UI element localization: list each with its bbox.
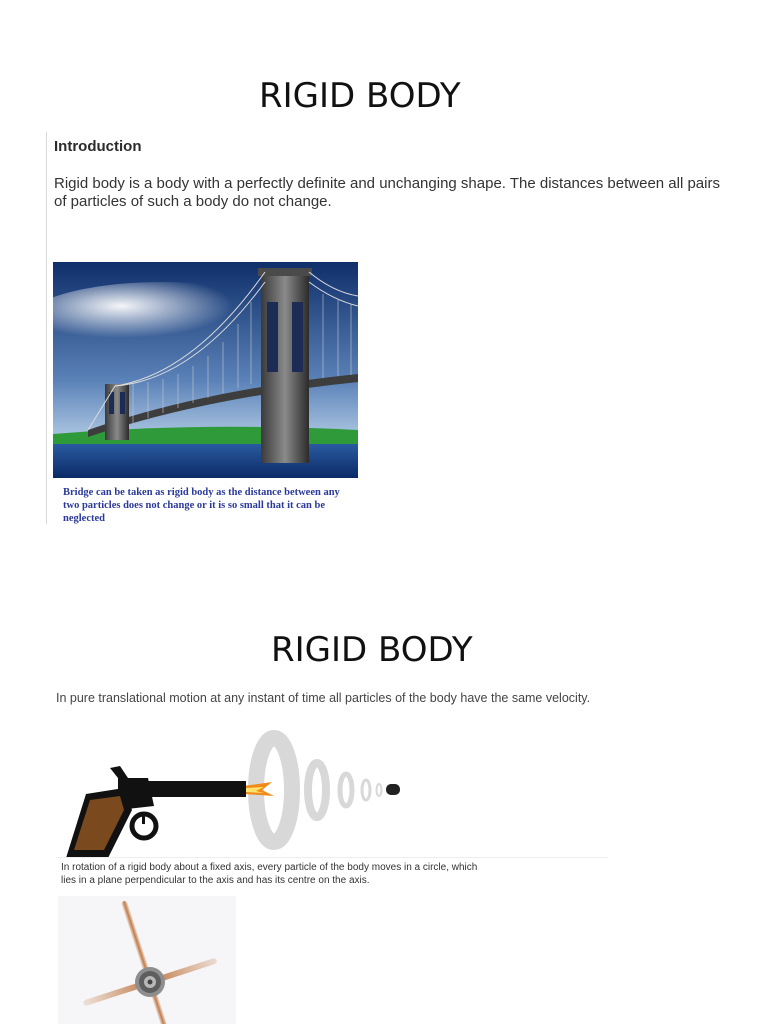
rotor-figure: [58, 896, 236, 1024]
slide1-left-rule: [46, 132, 47, 524]
translation-text: In pure translational motion at any instant of time all particles of the body have the same velocity.: [56, 691, 591, 705]
suspension-bridge-illustration: [53, 262, 358, 478]
spinning-cross-rotor-photo: [58, 896, 236, 1024]
separator-line: [56, 857, 608, 858]
rotation-text: In rotation of a rigid body about a fixed axis, every particle of the body moves in a circle, which lies in a plane perpendicular to the axis and has its centre on the axis.: [61, 862, 478, 886]
slide2-title: RIGID BODY: [271, 630, 473, 670]
introduction-paragraph: Rigid body is a body with a perfectly definite and unchanging shape. The distances between all pairs of particles of such a body do not change.: [54, 175, 720, 210]
revolver-firing-illustration: [58, 730, 418, 860]
bridge-caption: Bridge can be taken as rigid body as the distance between any two particles does not change or it is so small that it can be neglected: [63, 487, 340, 524]
introduction-heading: Introduction: [54, 138, 142, 155]
gun-figure: [58, 730, 418, 860]
slide1-title: RIGID BODY: [259, 76, 461, 116]
bridge-figure: [53, 262, 358, 478]
